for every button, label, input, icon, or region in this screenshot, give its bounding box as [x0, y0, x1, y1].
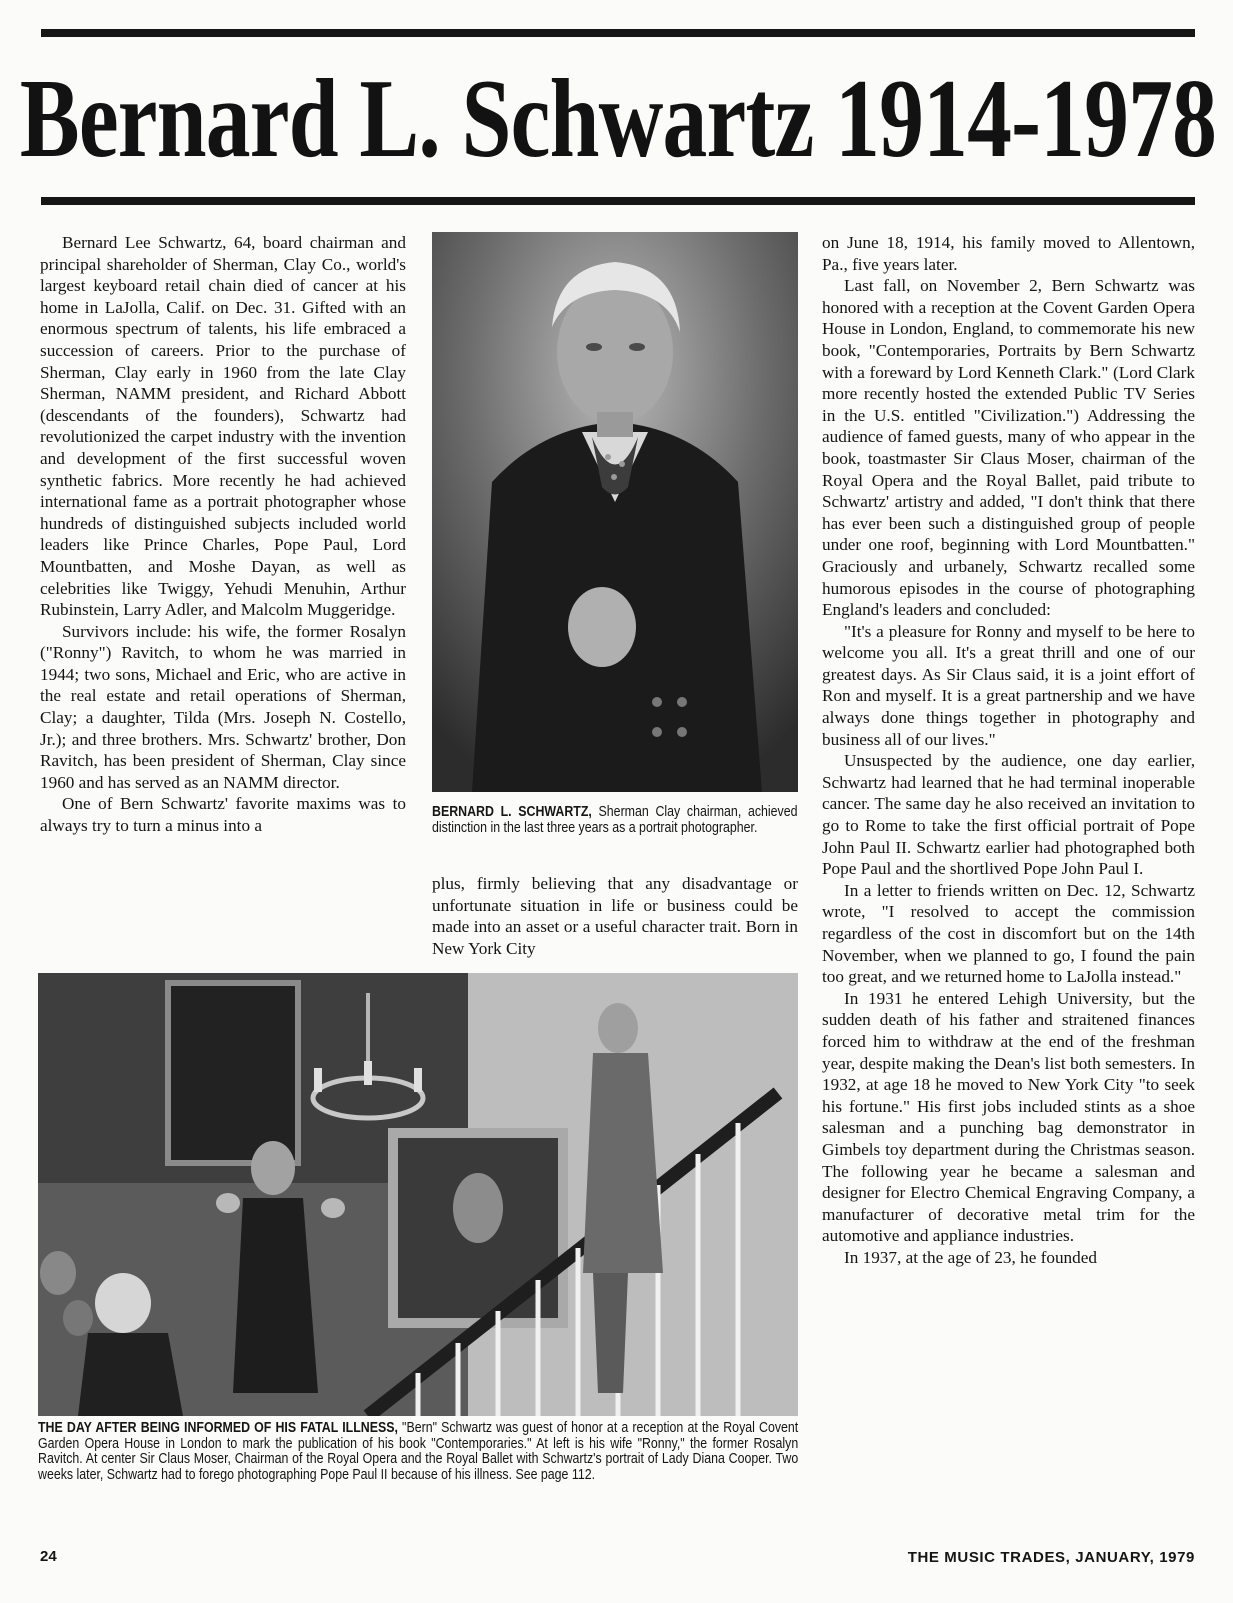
page-number: 24 — [40, 1548, 57, 1565]
reception-caption — [38, 1421, 798, 1483]
portrait-caption — [432, 805, 798, 836]
portrait-caption-text: Sherman Clay chairman, achieved distinction in the last three years as a portrait photographer. — [432, 804, 798, 836]
paragraph-reception: Last fall, on November 2, Bern Schwartz was honored with a reception at the Covent Garden Opera House in London, England, to commemorate his new book, "Contemporaries, Portraits by Bern Schwartz with a foreward by Lord Kenneth Clark." (Lord Clark more recently hosted the extended Public TV Series in the U.S. entitled "Civilization.") Addressing the audience of famed guests, many of who appear in the book, toastmaster Sir Claus Moser, chairman of the Royal Opera and the Royal Ballet, paid tribute to Schwartz' artistry and added, "I don't think that there has ever been such a distinguished group of people under one roof, beginning with Lord Mountbatten." Graciously and urbanely, Schwartz recalled some humorous episodes in the course of photographing England's leaders and concluded: — [822, 276, 1195, 620]
headline-top-rule — [41, 29, 1195, 37]
portrait-illustration — [432, 232, 798, 792]
paragraph-survivors: Survivors include: his wife, the former Rosalyn ("Ronny") Ravitch, to whom he was married in 1944; two sons, Michael and Eric, who are active in the real estate and retail operations of Sherman, Clay; a daughter, Tilda (Mrs. Joseph N. Costello, Jr.); and three brothers. Mrs. Schwartz' brother, Don Ravitch, has been president of Sherman, Clay since 1960 and has served as an NAMM director. — [40, 621, 406, 792]
reception-photo — [38, 973, 798, 1416]
article-column-1 — [40, 232, 406, 954]
paragraph-cancer: Unsuspected by the audience, one day earlier, Schwartz had learned that he had terminal inoperable cancer. The same day he also received an invitation to go to Rome to take the first official portrait of Pope John Paul II. Schwartz earlier had photographed both Pope Paul and the shortlived Pope John Paul I. — [822, 751, 1195, 879]
paragraph-obituary-intro: Bernard Lee Schwartz, 64, board chairman and principal shareholder of Sherman, Clay Co., world's largest keyboard retail chain died of cancer at his home in LaJolla, Calif. on Dec. 31. Gifted with an enormous spectrum of talents, his life embraced a succession of careers. Prior to the purchase of Sherman, Clay early in 1960 from the late Clay Sherman, NAMM president, and Richard Abbott (descendants of the founders), Schwartz had revolutionized the carpet industry with the invention and development of the first successful woven synthetic fabrics. More recently he had achieved international fame as a portrait photographer whose hundreds of distinguished subjects included world leaders like Prince Charles, Pope Paul, Lord Mountbatten, and Moshe Dayan, as well as celebrities like Twiggy, Yehudi Menuhin, Arthur Rubinstein, Larry Adler, and Malcolm Muggeridge. — [40, 233, 406, 620]
paragraph-letter: In a letter to friends written on Dec. 12, Schwartz wrote, "I resolved to accept the commission regardless of the cost in discomfort but on the 14th November, when we planned to go, I found the pain too great, and we returned home to LaJolla instead." — [822, 880, 1195, 987]
paragraph-founded: In 1937, at the age of 23, he founded — [844, 1247, 1097, 1267]
paragraph-birth: on June 18, 1914, his family moved to Allentown, Pa., five years later. — [822, 233, 1195, 274]
paragraph-continuation: plus, firmly believing that any disadvantage or unfortunate situation in life or business could be made into an asset or a useful character trait. Born in New York City — [432, 874, 798, 958]
publication-footer: THE MUSIC TRADES, JANUARY, 1979 — [907, 1549, 1195, 1566]
portrait-photo — [432, 232, 798, 792]
reception-caption-lead: THE DAY AFTER BEING INFORMED OF HIS FATAL ILLNESS, — [38, 1420, 398, 1436]
headline: Bernard L. Schwartz 1914-1978 — [19, 56, 1217, 181]
paragraph-maxims: One of Bern Schwartz' favorite maxims was to always try to turn a minus into a — [40, 794, 406, 836]
reception-illustration — [38, 973, 798, 1416]
reception-caption-text: "Bern" Schwartz was guest of honor at a reception at the Royal Covent Garden Opera House in London to mark the publication of his book "Contemporaries." At left is his wife "Ronny," the former Rosalyn Ravitch. At center Sir Claus Moser, Chairman of the Royal Opera and the Royal Ballet with Schwartz's portrait of Lady Diana Cooper. Two weeks later, Schwartz had to forego photographing Pope Paul II because of his illness. See page 112. — [38, 1420, 799, 1483]
article-column-3 — [822, 232, 1195, 1522]
article-column-2 — [432, 873, 798, 958]
paragraph-quote: "It's a pleasure for Ronny and myself to be here to welcome you all. It's a great thrill and one of our greatest days. As Sir Claus said, it is a joint effort of Ron and myself. It is a great partnership and we have always done things together in photography and business all of our lives." — [822, 621, 1195, 749]
paragraph-early-life: In 1931 he entered Lehigh University, but the sudden death of his father and straitened finances forced him to withdraw at the end of the freshman year, despite making the Dean's list both semesters. In 1932, at age 18 he moved to New York City "to seek his fortune." His first jobs included stints as a shoe salesman and a punching bag demonstrator in Gimbels toy department during the Christmas season. The following year he became a salesman and designer for Electro Chemical Engraving Company, a manufacturer of decorative metal trim for the automotive and appliance industries. — [822, 988, 1195, 1246]
headline-bottom-rule — [41, 197, 1195, 205]
portrait-caption-lead: BERNARD L. SCHWARTZ, — [432, 804, 592, 820]
